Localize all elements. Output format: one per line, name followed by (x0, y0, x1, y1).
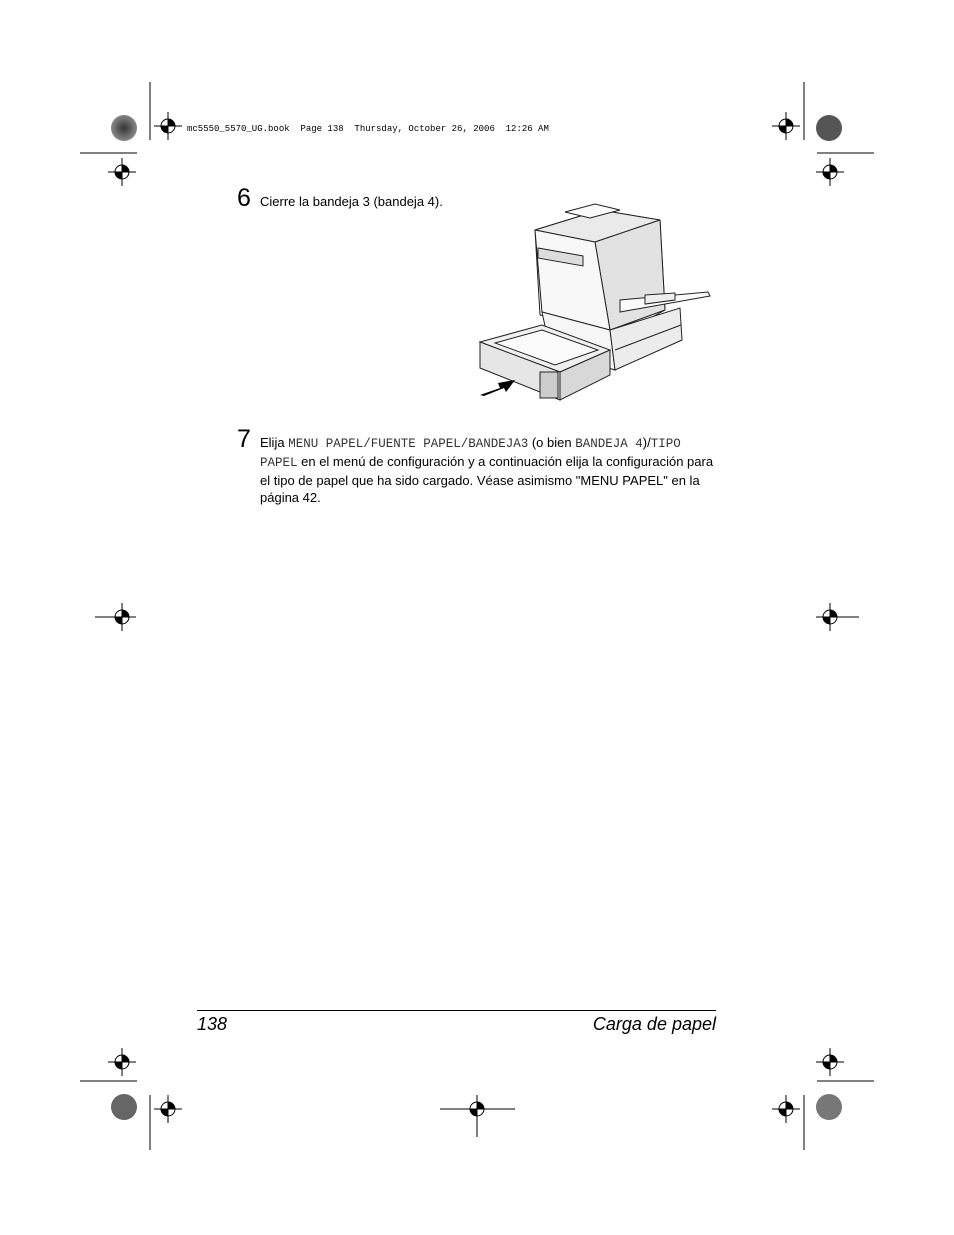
push-arrow-icon (480, 380, 515, 396)
registration-mark-icon (108, 1048, 136, 1076)
page-number: 138 (197, 1014, 228, 1034)
step-7-text-part: )/ (642, 435, 651, 450)
registration-mark-icon (154, 112, 182, 140)
step-7-text-part: en el menú de configuración y a continuación elija la configuración para el tipo de papel que ha sido cargado. Véase asimismo "MENU PAPEL" en la página 42. (260, 454, 714, 505)
book-slug-line: mc5550_5570_UG.book Page 138 Thursday, October 26, 2006 12:26 AM (187, 124, 549, 134)
starburst-target-icon (111, 115, 137, 141)
step-7-text (260, 434, 720, 506)
step-7-text-part: Elija (260, 435, 289, 450)
step-6-text: Cierre la bandeja 3 (bandeja 4). (260, 194, 443, 209)
starburst-target-icon (816, 1094, 842, 1120)
starburst-target-icon (816, 115, 842, 141)
registration-mark-icon (772, 112, 800, 140)
tray-code: BANDEJA 4 (575, 437, 643, 451)
printer-tray-illustration (470, 200, 715, 405)
step-number-7: 7 (237, 425, 251, 453)
registration-mark-icon (816, 1048, 844, 1076)
menu-path-code: MENU PAPEL/FUENTE PAPEL/BANDEJA3 (288, 437, 529, 451)
registration-mark-icon (816, 158, 844, 186)
registration-mark-icon (108, 158, 136, 186)
registration-mark-icon (772, 1095, 800, 1123)
registration-mark-icon (154, 1095, 182, 1123)
section-title: Carga de papel (592, 1014, 716, 1034)
starburst-target-icon (111, 1094, 137, 1120)
step-7-text-part: (o bien (528, 435, 576, 450)
paper-type-code: TIPO PAPEL (260, 437, 681, 470)
footer-rule (197, 1010, 716, 1011)
step-number-6: 6 (237, 184, 251, 212)
